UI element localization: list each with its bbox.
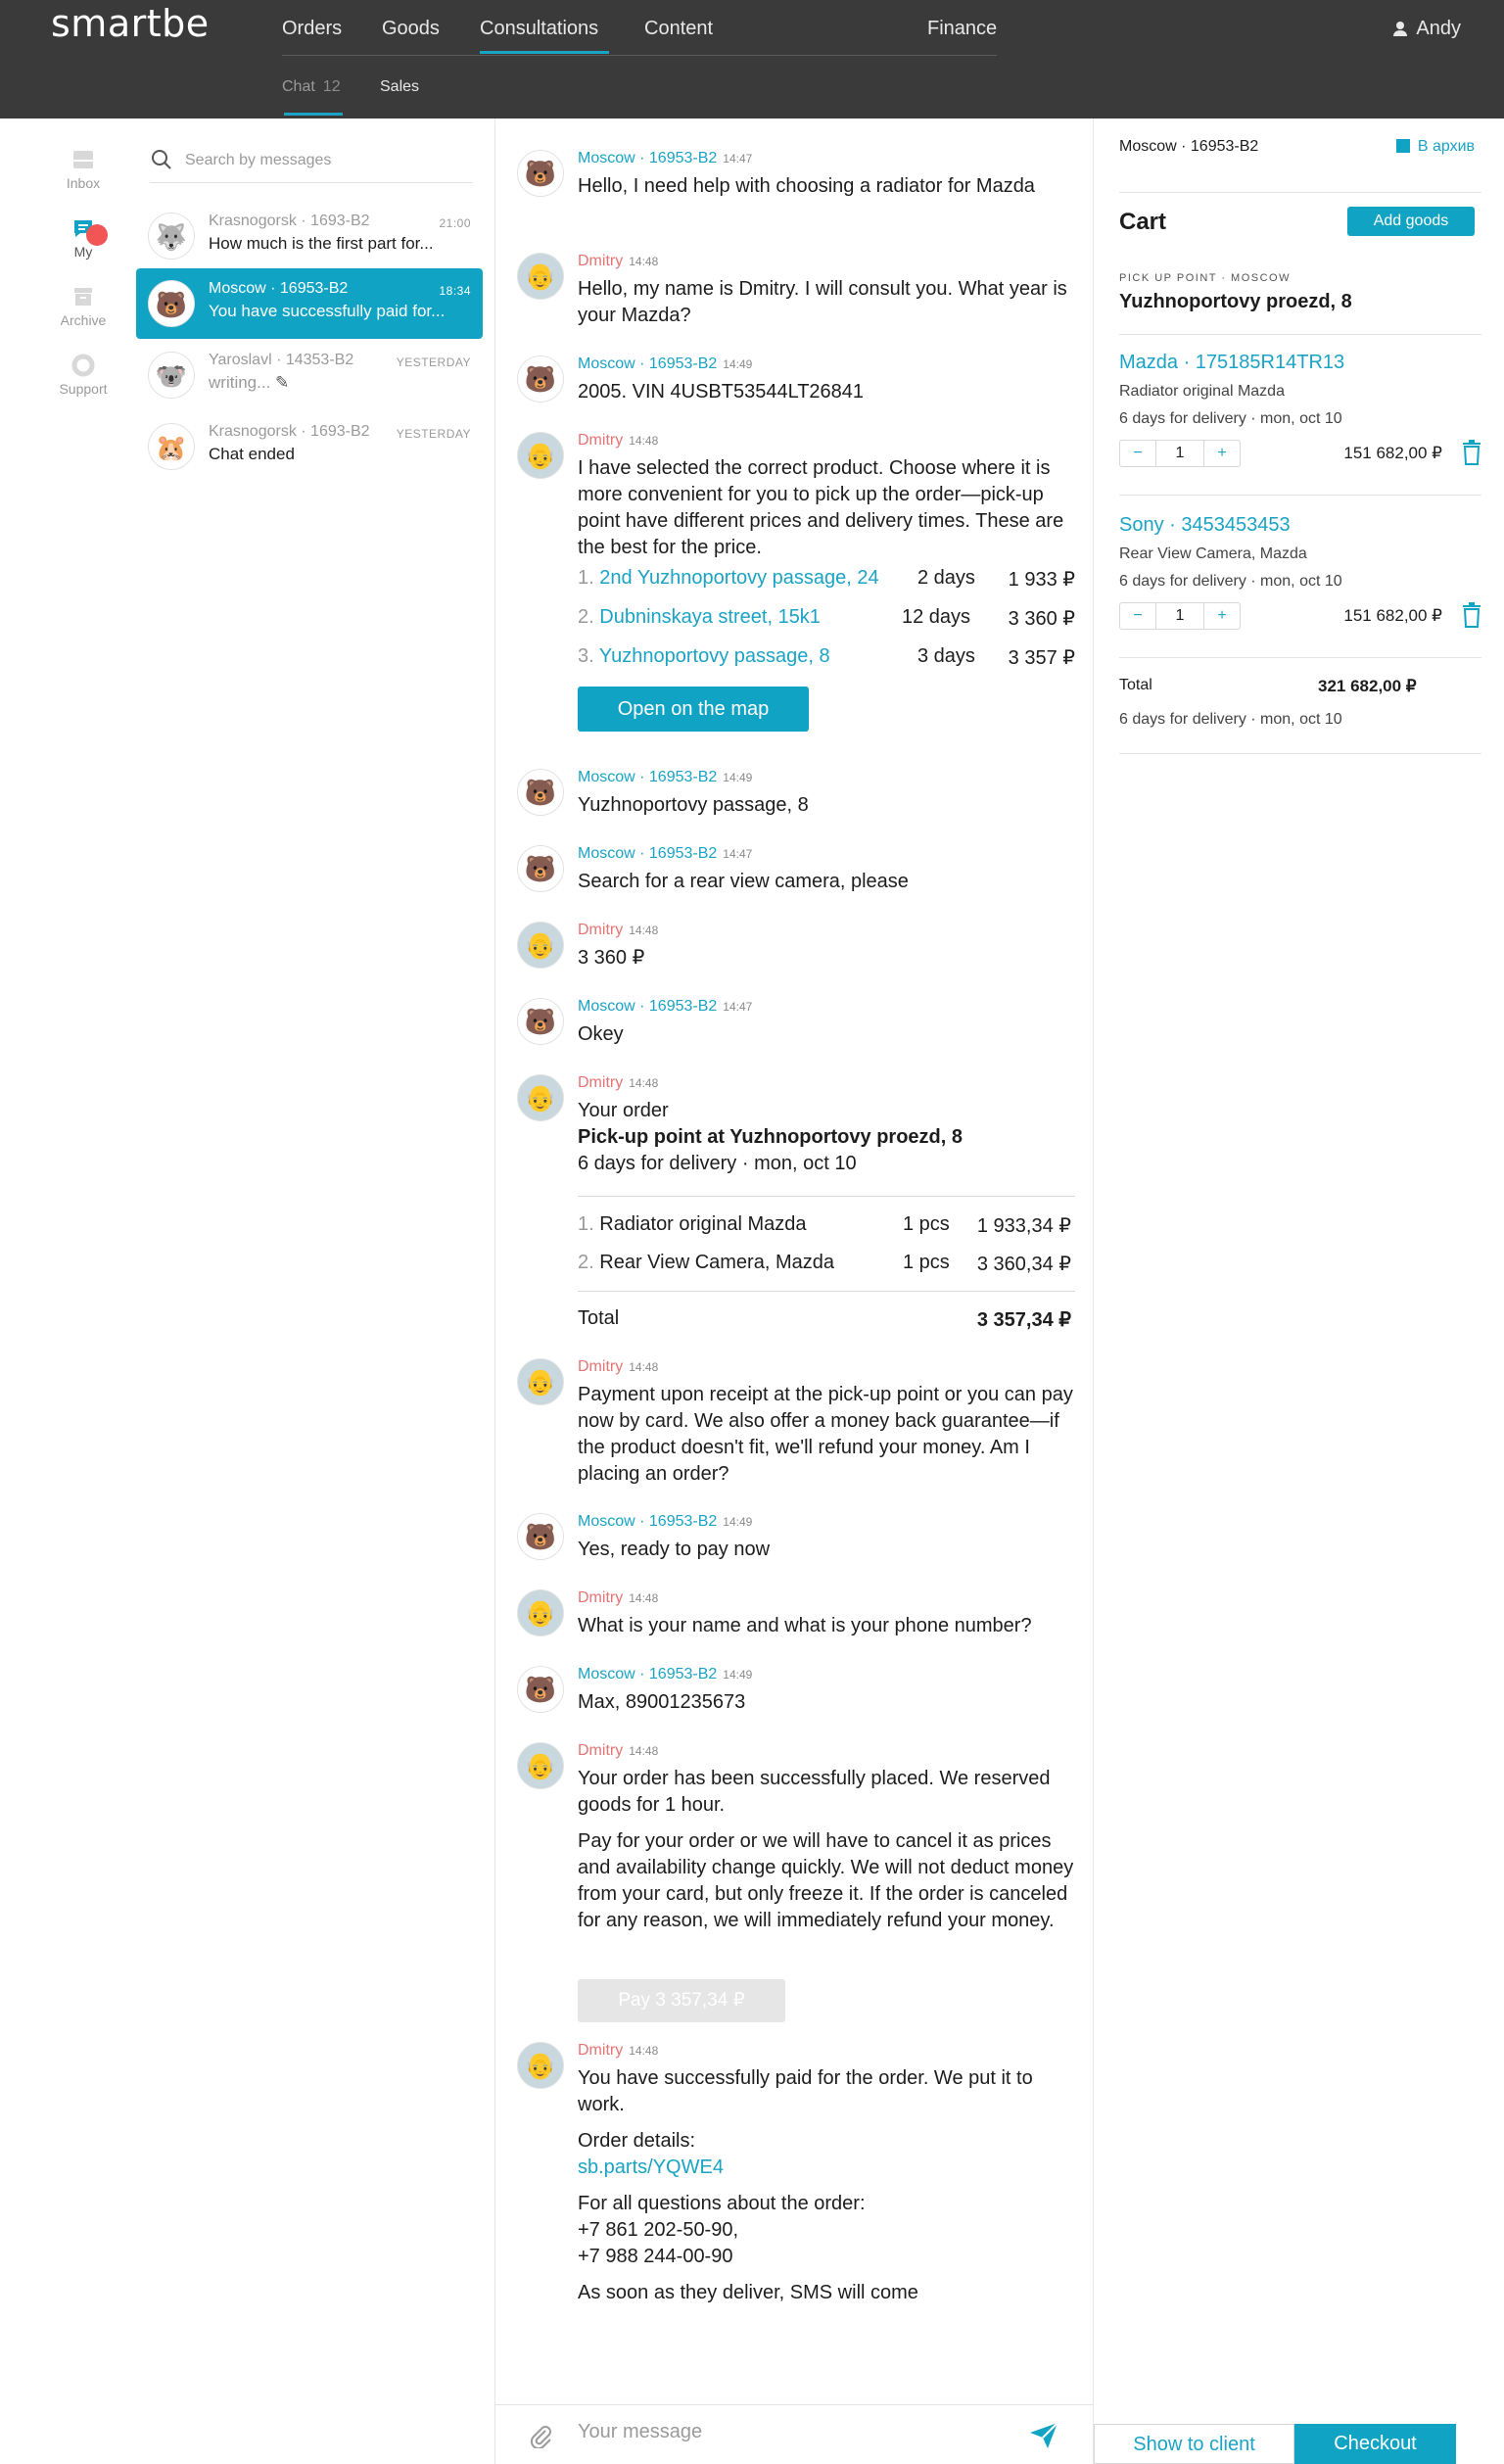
message-text	[578, 1766, 1075, 1944]
order-total	[578, 1307, 1075, 1330]
bear-avatar: 🐻	[517, 150, 564, 197]
conversation-item[interactable]	[136, 411, 483, 482]
operator-avatar: 👴	[517, 253, 564, 300]
left-rail	[0, 118, 132, 2464]
increment-button[interactable]: +	[1217, 445, 1227, 461]
pickup-label: PICK UP POINT · MOSCOW	[1119, 272, 1291, 284]
option-link[interactable]: Yuzhnoportovy passage, 8	[598, 645, 830, 667]
bear-avatar: 🐻	[148, 280, 195, 327]
operator-avatar: 👴	[517, 1358, 564, 1405]
message-text: Yes, ready to pay now	[578, 1539, 771, 1560]
pickup-option[interactable]	[578, 606, 1075, 629]
decrement-button[interactable]: −	[1133, 445, 1143, 461]
sender-name: Moscow · 16953-B2	[578, 1513, 718, 1530]
subnav-active-indicator	[284, 113, 343, 116]
message-paragraph: You have successfully paid for the order. We put it to work.	[578, 2067, 1033, 2115]
message-paragraph: As soon as they deliver, SMS will come	[578, 2282, 918, 2303]
user-name: Andy	[1416, 18, 1461, 39]
archive-box-icon	[1396, 139, 1410, 153]
message-paragraph	[578, 2128, 1075, 2181]
message-paragraph: Your order has been successfully placed. We reserved goods for 1 hour.	[578, 1768, 1051, 1816]
sender-name: Moscow · 16953-B2	[578, 355, 718, 372]
operator-avatar: 👴	[517, 432, 564, 479]
quantity-stepper	[1119, 440, 1241, 467]
bear-avatar: 🐻	[517, 845, 564, 892]
order-delivery: 6 days for delivery · mon, oct 10	[578, 1153, 857, 1174]
conversation-time: 18:34	[439, 284, 471, 298]
checkout-button[interactable]: Checkout	[1294, 2424, 1456, 2464]
quantity-value[interactable]: 1	[1155, 441, 1204, 466]
subnav-chat-count: 12	[322, 78, 341, 95]
show-to-client-button[interactable]: Show to client	[1094, 2424, 1294, 2464]
trash-icon[interactable]	[1462, 602, 1481, 628]
option-price: 3 360 ₽	[1008, 608, 1075, 630]
item-number: 2.	[578, 1252, 594, 1273]
sender-name: Dmitry	[578, 1358, 624, 1375]
operator-avatar: 👴	[517, 2042, 564, 2089]
cart-title: Cart	[1119, 209, 1167, 235]
trash-icon[interactable]	[1462, 440, 1481, 465]
conversation-time: YESTERDAY	[396, 427, 471, 441]
add-goods-button[interactable]: Add goods	[1347, 207, 1475, 236]
koala-avatar: 🐨	[148, 352, 195, 399]
hamster-avatar: 🐹	[148, 423, 195, 470]
rail-my-label: My	[73, 244, 93, 260]
nav-active-indicator	[480, 51, 609, 54]
cart-separator	[1119, 495, 1481, 496]
user-menu[interactable]	[1392, 18, 1461, 40]
search-icon	[150, 148, 173, 171]
message-text: What is your name and what is your phone number?	[578, 1615, 1032, 1636]
top-bar	[0, 0, 1504, 118]
conversation-item-active[interactable]	[136, 268, 483, 339]
increment-button[interactable]: +	[1217, 607, 1227, 624]
rail-support[interactable]	[39, 354, 127, 397]
order-item	[578, 1213, 1075, 1236]
message-time: 14:47	[723, 152, 753, 166]
sender-name: Dmitry	[578, 432, 624, 449]
message-paragraph: Pay for your order or we will have to cancel it as prices and availability change quickly. We will not deduct money from your card, but only freeze it. If the order is canceled for any reason, we will immediately refund your money.	[578, 1830, 1074, 1931]
archive-label: В архив	[1417, 138, 1475, 155]
option-days: 2 days	[917, 567, 975, 589]
option-number: 2.	[578, 606, 594, 628]
conversation-title: Krasnogorsk · 1693-B2	[209, 213, 370, 229]
decrement-button[interactable]: −	[1133, 607, 1143, 624]
nav-content[interactable]: Content	[644, 18, 714, 39]
message-time: 14:49	[723, 1515, 753, 1529]
message-paragraph	[578, 2191, 1075, 2270]
message-text: Okey	[578, 1023, 624, 1045]
message-text: Payment upon receipt at the pick-up point or you can pay now by card. We also offer a money back guarantee—if the product doesn't fit, we'll refund your money. Am I placing an order?	[578, 1384, 1073, 1485]
operator-message	[517, 1074, 1075, 1329]
bear-avatar: 🐻	[517, 1513, 564, 1560]
phone-2: +7 988 244-00-90	[578, 2246, 733, 2267]
sender-name: Dmitry	[578, 1074, 624, 1091]
sender-name: Moscow · 16953-B2	[578, 150, 718, 166]
option-link[interactable]: 2nd Yuzhnoportovy passage, 24	[599, 567, 879, 589]
message-text: Max, 89001235673	[578, 1691, 746, 1713]
message-text: I have selected the correct product. Choose where it is more convenient for you to pick up the order—pick-up point have different prices and delivery times. These are the best for the price.	[578, 457, 1064, 558]
conversation-preview	[209, 373, 473, 393]
typing-text: writing...	[209, 373, 271, 392]
wolf-avatar: 🐺	[148, 213, 195, 260]
conversation-item[interactable]	[136, 201, 483, 271]
sender-name: Dmitry	[578, 1589, 624, 1606]
item-qty: 1 pcs	[903, 1252, 950, 1273]
chat-panel	[495, 118, 1093, 2464]
search-placeholder: Search by messages	[185, 152, 332, 168]
total-label: Total	[578, 1307, 620, 1329]
cart-panel	[1094, 118, 1504, 2464]
option-days: 12 days	[902, 606, 971, 628]
cart-separator	[1119, 753, 1481, 754]
option-number: 1.	[578, 567, 594, 589]
operator-avatar: 👴	[517, 922, 564, 969]
conversation-preview: How much is the first part for...	[209, 234, 434, 253]
cart-total-delivery: 6 days for delivery · mon, oct 10	[1119, 711, 1342, 728]
sender-name: Moscow · 16953-B2	[578, 1666, 718, 1682]
pay-button[interactable]: Pay 3 357,34 ₽	[578, 1979, 785, 2022]
message-composer	[495, 2404, 1093, 2464]
operator-avatar: 👴	[517, 1589, 564, 1636]
sender-name: Dmitry	[578, 253, 624, 269]
message-time: 14:49	[723, 1668, 753, 1682]
option-days: 3 days	[917, 645, 975, 667]
order-heading: Your order	[578, 1100, 669, 1121]
conversation-list	[132, 118, 494, 2464]
operator-avatar: 👴	[517, 1074, 564, 1121]
conversation-title: Krasnogorsk · 1693-B2	[209, 423, 370, 440]
conversation-time: YESTERDAY	[396, 355, 471, 369]
message-time: 14:49	[723, 357, 753, 371]
nav-divider	[282, 55, 997, 56]
rail-archive[interactable]	[39, 285, 127, 328]
operator-message	[517, 432, 1075, 755]
message-time: 14:48	[629, 924, 659, 937]
cart-item-name[interactable]: Sony · 3453453453	[1119, 514, 1291, 536]
cart-item-desc: Rear View Camera, Mazda	[1119, 545, 1307, 562]
message-text	[578, 1098, 1075, 1177]
message-time: 14:47	[723, 1000, 753, 1014]
pickup-option[interactable]	[578, 567, 1075, 590]
message-text: Hello, I need help with choosing a radiator for Mazda	[578, 175, 1035, 197]
option-number: 3.	[578, 645, 594, 667]
cart-item-desc: Radiator original Mazda	[1119, 383, 1285, 400]
option-price: 3 357 ₽	[1008, 647, 1075, 669]
quantity-stepper	[1119, 602, 1241, 630]
operator-message	[517, 1742, 1075, 2026]
total-value: 3 357,34 ₽	[976, 1309, 1071, 1331]
message-time: 14:49	[723, 771, 753, 784]
lifebuoy-icon	[70, 354, 96, 377]
option-price: 1 933 ₽	[1008, 569, 1075, 591]
item-qty: 1 pcs	[903, 1213, 950, 1235]
inbox-icon	[70, 148, 96, 171]
item-price: 3 360,34 ₽	[976, 1254, 1071, 1275]
order-link[interactable]: sb.parts/YQWE4	[578, 2156, 724, 2178]
rail-archive-label: Archive	[60, 312, 107, 328]
message-time: 14:48	[629, 2044, 659, 2058]
sender-name: Moscow · 16953-B2	[578, 845, 718, 862]
cart-item-name[interactable]: Mazda · 175185R14TR13	[1119, 352, 1345, 373]
pickup-value: Yuzhnoportovy proezd, 8	[1119, 291, 1352, 312]
message-input[interactable]: Your message	[578, 2421, 703, 2442]
message-text: 3 360 ₽	[578, 947, 645, 969]
cart-location: Moscow · 16953-B2	[1119, 138, 1259, 155]
rail-inbox-label: Inbox	[66, 175, 101, 191]
message-time: 14:48	[629, 1591, 659, 1605]
cart-separator	[1119, 192, 1481, 193]
pickup-option[interactable]	[578, 645, 1075, 668]
search-input[interactable]	[150, 148, 473, 183]
pencil-icon: ✎	[275, 373, 290, 392]
subnav-chat[interactable]	[282, 78, 341, 96]
nav-goods[interactable]: Goods	[382, 18, 440, 39]
conversation-item[interactable]	[136, 340, 483, 410]
bear-avatar: 🐻	[517, 1666, 564, 1713]
cart-item-price: 151 682,00 ₽	[1343, 606, 1442, 625]
sender-name: Dmitry	[578, 922, 624, 938]
bear-avatar: 🐻	[517, 998, 564, 1045]
nav-orders[interactable]: Orders	[282, 18, 343, 39]
message-time: 14:48	[629, 1744, 659, 1758]
message-time: 14:48	[629, 434, 659, 448]
rail-my[interactable]	[39, 216, 127, 260]
bear-avatar: 🐻	[517, 355, 564, 403]
item-price: 1 933,34 ₽	[976, 1215, 1071, 1237]
message-time: 14:48	[629, 1076, 659, 1090]
rail-inbox[interactable]	[39, 148, 127, 191]
sender-name: Dmitry	[578, 1742, 624, 1759]
conversation-preview: You have successfully paid for...	[209, 302, 446, 320]
conversation-preview: Chat ended	[209, 445, 295, 463]
message-time: 14:47	[723, 847, 753, 861]
message-time: 14:48	[629, 1360, 659, 1374]
message-text: Search for a rear view camera, please	[578, 871, 909, 892]
cart-total-value: 321 682,00 ₽	[1318, 677, 1417, 695]
cart-separator	[1119, 334, 1481, 335]
subnav-sales[interactable]: Sales	[380, 78, 420, 95]
sender-name: Moscow · 16953-B2	[578, 998, 718, 1015]
item-name: Rear View Camera, Mazda	[599, 1252, 834, 1273]
archive-button[interactable]	[1396, 138, 1475, 156]
message-text: Hello, my name is Dmitry. I will consult you. What year is your Mazda?	[578, 278, 1067, 326]
conversation-title: Moscow · 16953-B2	[209, 280, 349, 297]
order-item	[578, 1252, 1075, 1274]
message-time: 14:48	[629, 255, 659, 268]
cart-separator	[1119, 657, 1481, 658]
send-icon[interactable]	[1028, 2421, 1059, 2450]
nav-consultations[interactable]: Consultations	[480, 18, 599, 39]
order-divider	[578, 1291, 1075, 1292]
logo: smartbe	[51, 2, 210, 45]
sender-name: Dmitry	[578, 2042, 624, 2059]
cart-item-delivery: 6 days for delivery · mon, oct 10	[1119, 410, 1342, 427]
nav-finance[interactable]: Finance	[927, 18, 998, 39]
rail-support-label: Support	[59, 381, 108, 397]
notification-badge	[86, 224, 108, 246]
sender-name: Moscow · 16953-B2	[578, 769, 718, 785]
conversation-time: 21:00	[439, 216, 471, 230]
bear-avatar: 🐻	[517, 769, 564, 816]
option-link[interactable]: Dubninskaya street, 15k1	[599, 606, 821, 628]
cart-item-price: 151 682,00 ₽	[1343, 444, 1442, 462]
quantity-value[interactable]: 1	[1155, 603, 1204, 629]
archive-icon	[70, 285, 96, 308]
order-divider	[578, 1196, 1075, 1197]
order-details-label: Order details:	[578, 2130, 696, 2152]
item-number: 1.	[578, 1213, 594, 1235]
order-point: Pick-up point at Yuzhnoportovy proezd, 8	[578, 1126, 963, 1148]
phone-1: +7 861 202-50-90,	[578, 2219, 739, 2241]
cart-item-delivery: 6 days for delivery · mon, oct 10	[1119, 573, 1342, 590]
open-map-button[interactable]: Open on the map	[578, 687, 809, 732]
conversation-title: Yaroslavl · 14353-B2	[209, 352, 354, 368]
questions-label: For all questions about the order:	[578, 2193, 866, 2214]
message-text: 2005. VIN 4USBT53544LT26841	[578, 381, 865, 403]
operator-avatar: 👴	[517, 1742, 564, 1789]
cart-total-label: Total	[1119, 677, 1152, 693]
item-name: Radiator original Mazda	[599, 1213, 807, 1235]
user-icon	[1392, 21, 1408, 36]
paperclip-icon[interactable]	[529, 2423, 552, 2448]
message-text	[578, 2065, 1075, 2316]
message-text: Yuzhnoportovy passage, 8	[578, 794, 809, 816]
subnav-chat-label: Chat	[282, 78, 315, 95]
